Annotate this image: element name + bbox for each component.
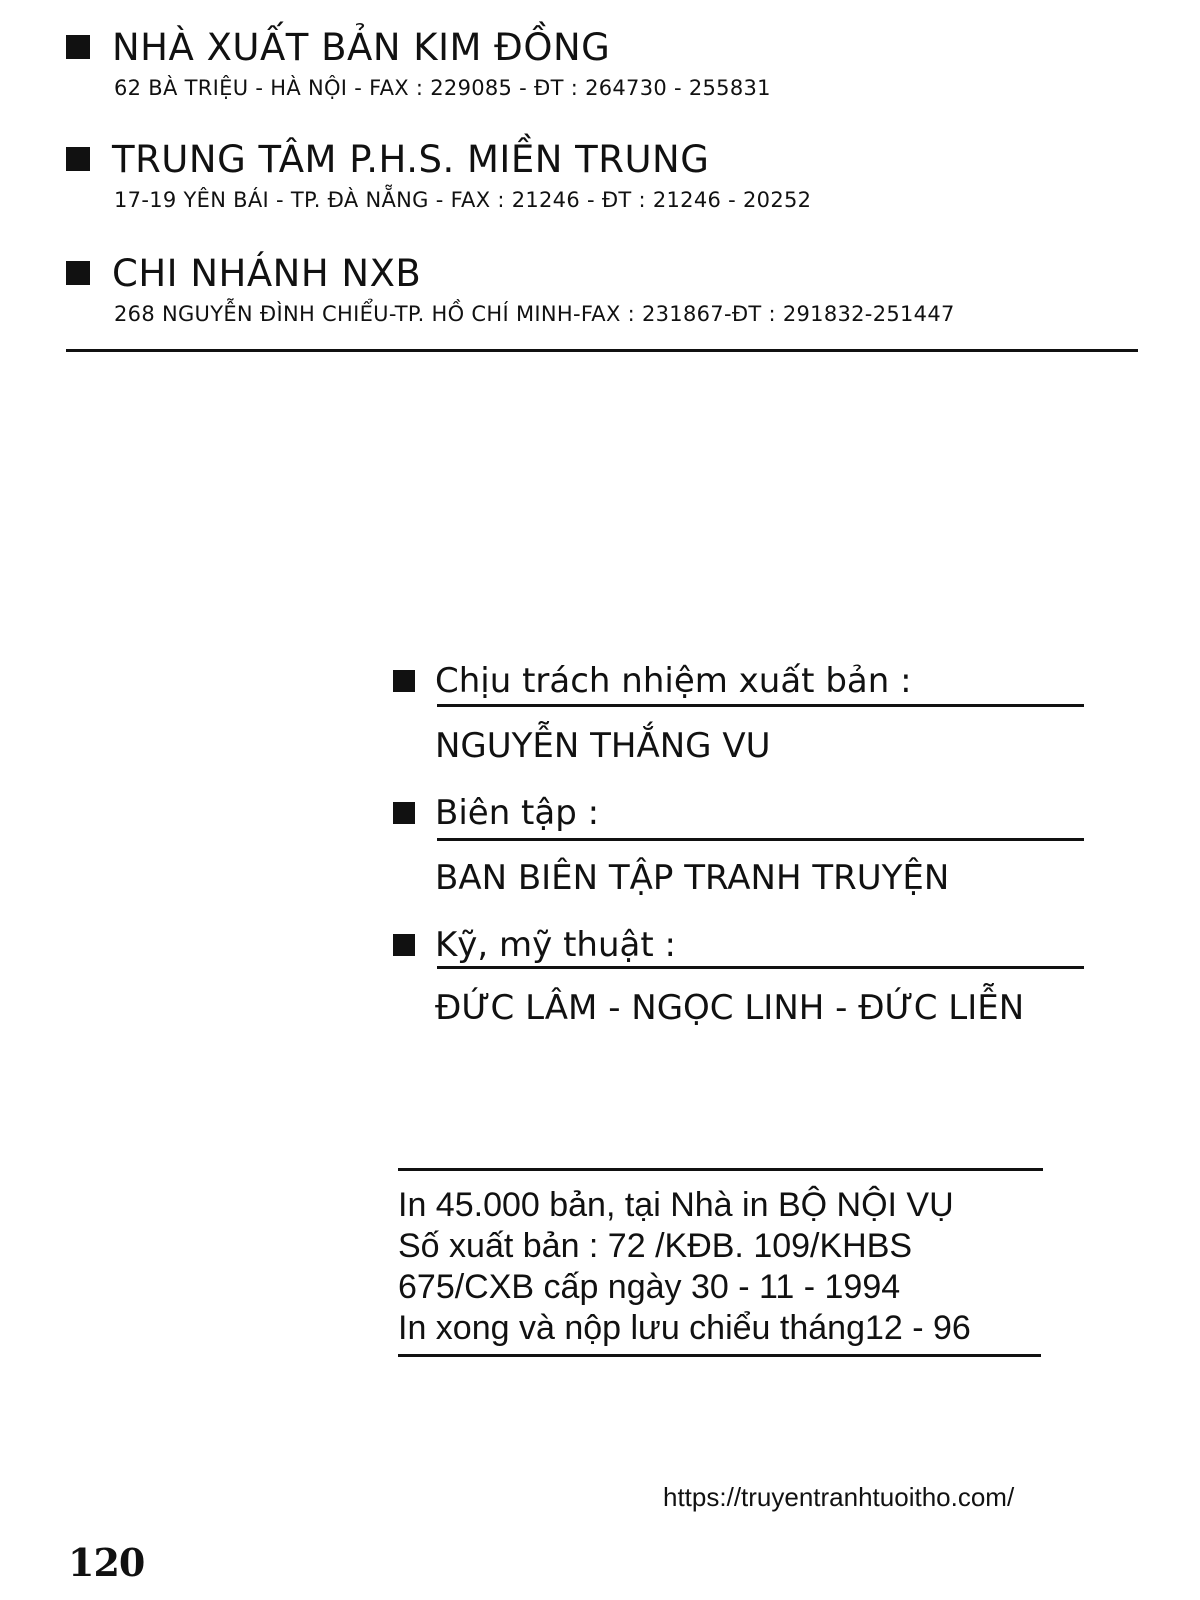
- publisher-name: TRUNG TÂM P.H.S. MIỀN TRUNG: [112, 137, 710, 181]
- credit-label: Chịu trách nhiệm xuất bản :: [435, 661, 912, 701]
- credit-value: NGUYỄN THẮNG VU: [435, 726, 771, 766]
- publisher-block-kim-dong: [66, 24, 771, 100]
- square-bullet-icon: [393, 934, 415, 956]
- publisher-heading: [66, 250, 955, 296]
- print-info-bottom-rule: [398, 1354, 1041, 1357]
- square-bullet-icon: [66, 35, 90, 59]
- publisher-address: 62 BÀ TRIỆU - HÀ NỘI - FAX : 229085 - ĐT : 264730 - 255831: [114, 76, 771, 100]
- credit-value: ĐỨC LÂM - NGỌC LINH - ĐỨC LIỄN: [435, 988, 1025, 1028]
- publisher-address: 17-19 YÊN BÁI - TP. ĐÀ NẴNG - FAX : 21246 - ĐT : 21246 - 20252: [114, 188, 812, 212]
- credit-heading-publisher-responsible: [393, 658, 912, 704]
- square-bullet-icon: [393, 670, 415, 692]
- credit-label: Kỹ, mỹ thuật :: [435, 925, 676, 965]
- credit-underline: [437, 704, 1084, 707]
- credit-heading-editor: [393, 790, 599, 836]
- publisher-block-chi-nhanh: [66, 250, 955, 326]
- print-quantity-line: In 45.000 bản, tại Nhà in BỘ NỘI VỤ: [398, 1186, 954, 1224]
- publisher-name: CHI NHÁNH NXB: [112, 251, 422, 295]
- publisher-heading: [66, 24, 771, 70]
- publishers-divider: [66, 349, 1138, 352]
- deposit-line: In xong và nộp lưu chiểu tháng12 - 96: [398, 1309, 971, 1347]
- source-url: https://truyentranhtuoitho.com/: [663, 1482, 1015, 1512]
- page-number: 120: [68, 1540, 145, 1585]
- print-info: [398, 1185, 971, 1349]
- credit-label: Biên tập :: [435, 793, 600, 833]
- publisher-address: 268 NGUYỄN ĐÌNH CHIỂU-TP. HỒ CHÍ MINH-FAX : 231867-ĐT : 291832-251447: [114, 302, 955, 326]
- publisher-heading: [66, 136, 811, 182]
- print-info-top-rule: [398, 1168, 1043, 1171]
- credit-underline: [437, 966, 1084, 969]
- publisher-block-mien-trung: [66, 136, 811, 212]
- square-bullet-icon: [393, 802, 415, 824]
- license-date-line: 675/CXB cấp ngày 30 - 11 - 1994: [398, 1268, 901, 1306]
- publisher-name: NHÀ XUẤT BẢN KIM ĐỒNG: [112, 25, 611, 69]
- square-bullet-icon: [66, 261, 90, 285]
- credit-value: BAN BIÊN TẬP TRANH TRUYỆN: [435, 858, 950, 898]
- credit-underline: [437, 838, 1084, 841]
- credit-heading-art: [393, 922, 676, 968]
- square-bullet-icon: [66, 147, 90, 171]
- publication-number-line: Số xuất bản : 72 /KĐB. 109/KHBS: [398, 1227, 913, 1265]
